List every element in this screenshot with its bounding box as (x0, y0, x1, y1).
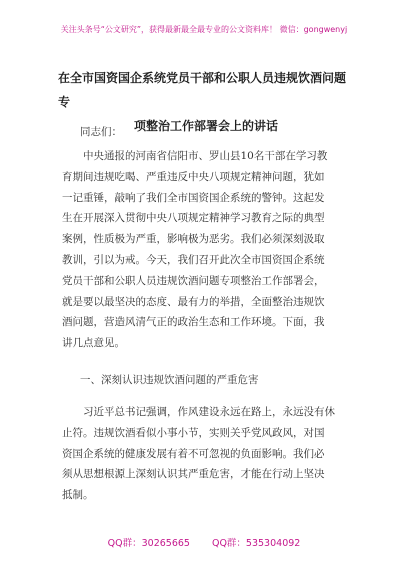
paragraph-line: 就是要以最坚决的态度、最有力的举措，全面整治违规饮 (62, 295, 325, 308)
title-line-1: 在全市国资国企系统党员干部和公职人员违规饮酒问题专 (58, 71, 347, 109)
paragraph-line: 生在开展深入贯彻中央八项规定精神学习教育之际的典型 (62, 212, 325, 225)
paragraph-line: 育期间违规吃喝、严重违反中央八项规定精神问题，犹如 (62, 170, 325, 183)
paragraph-line: 资国企系统的健康发展有着不可忽视的负面影响。我们必 (62, 447, 325, 460)
salutation: 同志们： (80, 126, 122, 138)
section-heading-1: 一、深刻认识违规饮酒问题的严重危害 (80, 374, 259, 386)
paragraph-line: 须从思想根源上深刻认识其严重危害，才能在行动上坚决 (62, 468, 325, 481)
paragraph-line: 抵制。 (62, 489, 94, 502)
paragraph-line: 讲几点意见。 (62, 337, 125, 350)
paragraph-line: 中央通报的河南省信阳市、罗山县10名干部在学习教 (62, 150, 328, 162)
paragraph-line: 教训，引以为戒。今天，我们召开此次全市国资国企系统 (62, 253, 325, 266)
footer-qq-group-2: QQ群：535304092 (211, 538, 301, 549)
title-line-2: 项整治工作部署会上的讲话 (133, 119, 278, 133)
paragraph-section-1 (62, 402, 360, 506)
paragraph-line: 案例，性质极为严重，影响极为恶劣。我们必须深刻汲取 (62, 233, 325, 246)
paragraph-line: 一记重锤，敲响了我们全市国资国企系统的警钟。这起发 (62, 191, 325, 204)
paragraph-line: 习近平总书记强调，作风建设永远在路上，永远没有休 (62, 406, 335, 418)
footer-contact (0, 535, 408, 549)
paragraph-line: 酒问题，营造风清气正的政治生态和工作环境。下面，我 (62, 316, 325, 329)
paragraph-intro (62, 146, 360, 354)
paragraph-line: 止符。违规饮酒看似小事小节，实则关乎党风政风，对国 (62, 426, 325, 439)
header-promo-note: 关注头条号“公文研究”，获得最新最全最专业的公文资料库！ 微信：gongwenyj (60, 25, 348, 34)
paragraph-line: 党员干部和公职人员违规饮酒问题专项整治工作部署会， (62, 274, 325, 287)
footer-qq-group-1: QQ群：30265665 (107, 538, 190, 549)
